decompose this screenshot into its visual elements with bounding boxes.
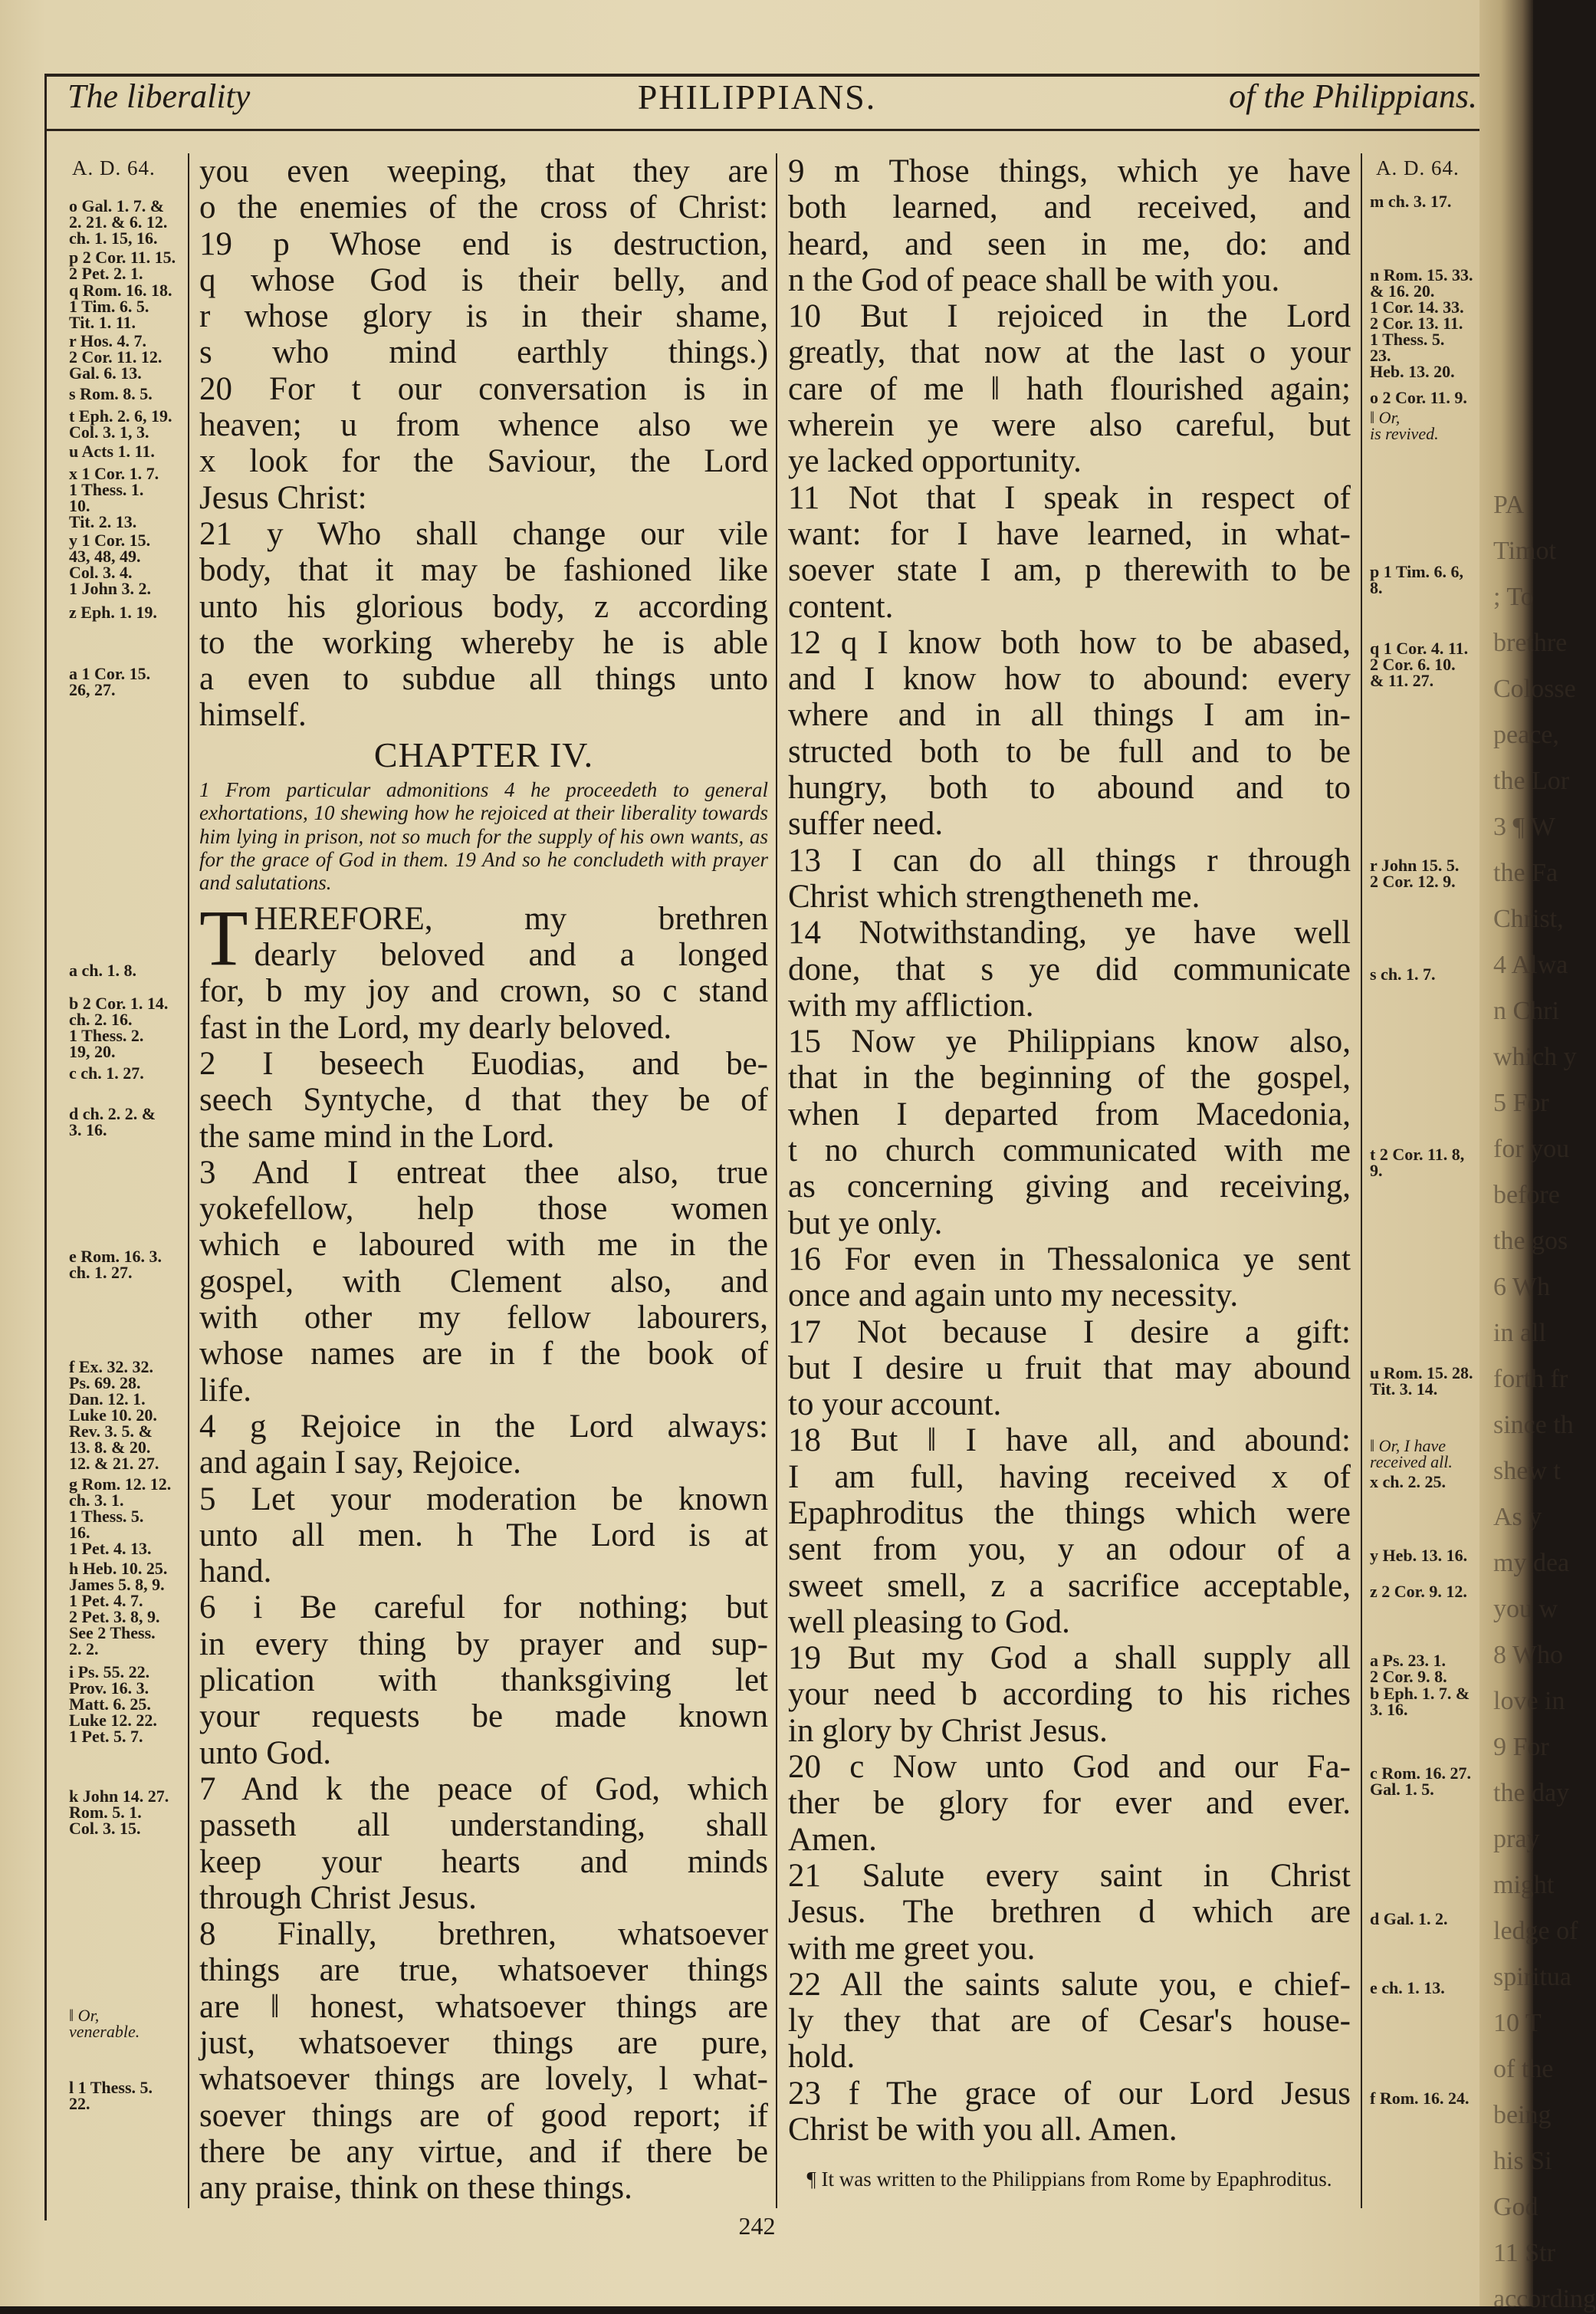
verse-line: in glory by Christ Jesus. [788, 1712, 1108, 1749]
verse-line: 4 g Rejoice in the Lord always: [199, 1408, 768, 1445]
opening-paragraph [199, 893, 768, 982]
top-border-rule [46, 74, 1495, 77]
verse-line: plication with thanksgiving let [199, 1662, 768, 1699]
verse-line: I am full, having received x of [788, 1458, 1351, 1495]
verse-line: hand. [199, 1553, 272, 1590]
edge-ghost-text: the Lor [1493, 767, 1570, 795]
verse-line: Jesus. The brethren d which are [788, 1894, 1351, 1931]
text-column-left [199, 153, 768, 2206]
verse-line: you even weeping, that they are [199, 153, 768, 189]
verse-line: for, b my joy and crown, so c stand [199, 973, 768, 1010]
edge-ghost-text: the gos [1493, 1227, 1568, 1255]
margin-ref: n Rom. 15. 33. & 16. 20. 1 Cor. 14. 33. 2 Cor. 13. 11. 1 Thess. 5. 23. Heb. 13. 20. [1370, 265, 1473, 381]
edge-ghost-text: shew t [1493, 1457, 1561, 1485]
margin-ref: i Ps. 55. 22. Prov. 16. 3. Matt. 6. 25. Luke 12. 22. 1 Pet. 5. 7. [69, 1662, 157, 1746]
verse-line: through Christ Jesus. [199, 1879, 477, 1916]
edge-ghost-text: 10 T [1493, 2009, 1542, 2037]
verse-line: suffer need. [788, 806, 944, 843]
verse-line: content. [788, 588, 894, 625]
edge-ghost-text: 3 ¶ W [1493, 813, 1555, 841]
edge-ghost-text: since th [1493, 1411, 1574, 1439]
edge-ghost-text: Christ, [1493, 905, 1564, 933]
verse-line: HEREFORE, my brethren [254, 900, 768, 937]
verse-line: soever state I am, p therewith to be [788, 552, 1351, 589]
verse-line: 5 Let your moderation be known [199, 1481, 768, 1517]
edge-ghost-text: ledge of [1493, 1917, 1578, 1945]
edge-ghost-text: my dea [1493, 1549, 1570, 1577]
verse-line: 14 Notwithstanding, ye have well [788, 915, 1351, 952]
verse-line: o the enemies of the cross of Christ: [199, 189, 768, 226]
margin-ref: a Ps. 23. 1. 2 Cor. 9. 8. [1370, 1651, 1447, 1686]
margin-year-left: A. D. 64. [72, 156, 156, 179]
edge-ghost-text: God [1493, 2193, 1539, 2221]
margin-ref: l 1 Thess. 5. 22. [69, 2078, 153, 2113]
verse-line: 6 i Be careful for nothing; but [199, 1589, 768, 1626]
verse-line: 20 c Now unto God and our Fa- [788, 1749, 1351, 1786]
verse-line: unto his glorious body, z according [199, 588, 768, 625]
verse-line: Epaphroditus the things which were [788, 1494, 1351, 1531]
verse-line: as concerning giving and receiving, [788, 1169, 1351, 1205]
verse-line: sent from you, y an odour of a [788, 1531, 1351, 1568]
verse-line: there be any virtue, and if there be [199, 2133, 768, 2170]
verse-line: body, that it may be fashioned like [199, 552, 768, 589]
verse-line: 18 But ‖ I have all, and abound: [788, 1422, 1351, 1459]
edge-ghost-text: in all [1493, 1319, 1546, 1347]
verse-line: heard, and seen in me, do: and [788, 225, 1351, 262]
edge-ghost-text: 4 Alwa [1493, 951, 1568, 979]
verse-line: heaven; u from whence also we [199, 407, 768, 444]
margin-ref: m ch. 3. 17. [1370, 192, 1452, 211]
edge-ghost-text: being [1493, 2101, 1552, 2129]
verse-line: to your account. [788, 1386, 1002, 1423]
margin-ref: a ch. 1. 8. [69, 961, 136, 980]
verse-line: but I desire u fruit that may abound [788, 1349, 1351, 1386]
verse-line: t no church communicated with me [788, 1132, 1351, 1169]
verse-line: 20 For t our conversation is in [199, 370, 768, 407]
verse-line: with my affliction. [788, 987, 1034, 1024]
margin-ref: d Gal. 1. 2. [1370, 1909, 1448, 1928]
margin-ref: u Rom. 15. 28. Tit. 3. 14. [1370, 1363, 1473, 1399]
verse-line: once and again unto my necessity. [788, 1277, 1239, 1314]
verse-line: 9 m Those things, which ye have [788, 153, 1351, 189]
edge-ghost-text: which y [1493, 1043, 1577, 1071]
margin-ref: x 1 Cor. 1. 7. 1 Thess. 1. 10. Tit. 2. 13. [69, 464, 159, 531]
verse-line: Jesus Christ: [199, 479, 367, 516]
margin-ref: q Rom. 16. 18. 1 Tim. 6. 5. Tit. 1. 11. [69, 281, 172, 332]
verse-line: Christ be with you all. Amen. [788, 2112, 1177, 2148]
edge-ghost-text: As y [1493, 1503, 1542, 1531]
verse-line: your need b according to his riches [788, 1676, 1351, 1713]
margin-ref: u Acts 1. 11. [69, 442, 155, 461]
edge-ghost-text: 9 For [1493, 1733, 1549, 1761]
margin-ref: f Rom. 16. 24. [1370, 2089, 1470, 2108]
verse-line: s who mind earthly things.) [199, 334, 768, 371]
page-number: 242 [738, 2212, 776, 2240]
verse-line: ther be glory for ever and ever. [788, 1785, 1351, 1822]
verse-line: that in the beginning of the gospel, [788, 1060, 1351, 1096]
margin-ref: s Rom. 8. 5. [69, 384, 153, 403]
verse-line: wherein ye were also careful, but [788, 407, 1351, 444]
edge-ghost-text: 6 Wh [1493, 1273, 1550, 1301]
verse-line: sweet smell, z a sacrifice acceptable, [788, 1567, 1351, 1604]
verse-line: seech Syntyche, d that they be of [199, 1082, 768, 1119]
verse-line: 8 Finally, brethren, whatsoever [199, 1916, 768, 1953]
margin-ref: h Heb. 10. 25. James 5. 8, 9. 1 Pet. 4. 7. 2 Pet. 3. 8, 9. See 2 Thess. 2. 2. [69, 1559, 168, 1658]
verse-line: whose names are in f the book of [199, 1336, 768, 1372]
margin-ref: c Rom. 16. 27. Gal. 1. 5. [1370, 1763, 1471, 1799]
margin-ref: q 1 Cor. 4. 11. 2 Cor. 6. 10. & 11. 27. [1370, 639, 1469, 690]
header-rule [46, 129, 1495, 131]
margin-ref: y 1 Cor. 15. 43, 48, 49. Col. 3. 4. 1 John 3. 2. [69, 531, 151, 598]
verse-line: q whose God is their belly, and [199, 261, 768, 298]
verse-line: both learned, and received, and [788, 189, 1351, 226]
verse-line: passeth all understanding, shall [199, 1807, 768, 1844]
edge-ghost-text: 11 Str [1493, 2239, 1555, 2267]
verse-line: just, whatsoever things are pure, [199, 2024, 768, 2061]
margin-ref: k John 14. 27. Rom. 5. 1. Col. 3. 15. [69, 1786, 169, 1838]
edge-ghost-text: 5 For [1493, 1089, 1549, 1117]
edge-ghost-text: before [1493, 1181, 1560, 1209]
verse-line: 23 f The grace of our Lord Jesus [788, 2075, 1351, 2112]
chapter-heading: CHAPTER IV. [373, 735, 594, 774]
verse-line: want: for I have learned, in what- [788, 515, 1351, 552]
edge-ghost-text: ; To [1493, 583, 1534, 611]
edge-ghost-text: n Chri [1493, 997, 1559, 1025]
verse-line: 3 And I entreat thee also, true [199, 1154, 768, 1191]
edge-ghost-text: spiritua [1493, 1963, 1571, 1991]
edge-ghost-text: love in [1493, 1687, 1565, 1715]
verse-line: your requests be made known [199, 1698, 768, 1735]
edge-ghost-text: peace, [1493, 721, 1559, 749]
verse-line: 13 I can do all things r through [788, 842, 1351, 879]
margin-ref: p 1 Tim. 6. 6, 8. [1370, 562, 1464, 597]
column-divider-rule [776, 153, 777, 2208]
verse-line: with other my fellow labourers, [199, 1300, 768, 1336]
running-head-left: The liberality [67, 77, 251, 115]
chapter-summary: 1 From particular admonitions 4 he proceedeth to general exhortations, 10 shewing how he rejoiced at their liberality towards him lying in prison, not so much for the supply of his own wants, as for the grace of God in them. 19 And so he concludeth with prayer and salutations. [199, 777, 768, 895]
margin-ref: z 2 Cor. 9. 12. [1370, 1582, 1467, 1601]
edge-ghost-text: pray [1493, 1825, 1540, 1853]
margin-ref: t Eph. 2. 6, 19. Col. 3. 1, 3. [69, 406, 172, 442]
margin-ref: s ch. 1. 7. [1370, 965, 1436, 984]
next-page-edge [1479, 0, 1596, 2313]
verse-line: done, that s ye did communicate [788, 951, 1351, 988]
verse-line: 17 Not because I desire a gift: [788, 1313, 1351, 1350]
edge-ghost-text: forth fr [1493, 1365, 1568, 1393]
left-margin-rule [188, 153, 189, 2208]
verse-line: x look for the Saviour, the Lord [199, 443, 768, 480]
verse-line: when I departed from Macedonia, [788, 1096, 1351, 1132]
verse-line: n the God of peace shall be with you. [788, 261, 1280, 298]
margin-ref: t 2 Cor. 11. 8, 9. [1370, 1145, 1465, 1180]
verse-line: 16 For even in Thessalonica ye sent [788, 1241, 1351, 1277]
verse-line: Amen. [788, 1821, 877, 1858]
verse-line: in every thing by prayer and sup- [199, 1625, 768, 1662]
verse-line: 15 Now ye Philippians know also, [788, 1024, 1351, 1060]
margin-year-right: A. D. 64. [1376, 156, 1460, 179]
verse-line: to the working whereby he is able [199, 624, 768, 661]
edge-ghost-text: you w [1493, 1595, 1558, 1623]
verse-line: 21 Salute every saint in Christ [788, 1857, 1351, 1894]
drop-cap: T [199, 893, 248, 982]
margin-ref: o 2 Cor. 11. 9. [1370, 388, 1467, 407]
verse-line: which e laboured with me in the [199, 1227, 768, 1264]
verse-line: 10 But I rejoiced in the Lord [788, 298, 1351, 335]
verse-line: things are true, whatsoever things [199, 1952, 768, 1989]
margin-ref: p 2 Cor. 11. 15. 2 Pet. 2. 1. [69, 248, 176, 283]
verse-line: keep your hearts and minds [199, 1843, 768, 1880]
edge-ghost-text: might [1493, 1871, 1555, 1899]
verse-line: with me greet you. [788, 1930, 1036, 1967]
edge-ghost-text: Colosse [1493, 675, 1576, 703]
verse-line: whatsoever things are lovely, l what- [199, 2061, 768, 2098]
margin-ref: c ch. 1. 27. [69, 1063, 144, 1083]
verse-line: and again I say, Rejoice. [199, 1445, 521, 1481]
margin-ref: e Rom. 16. 3. ch. 1. 27. [69, 1247, 162, 1282]
verse-line: 19 p Whose end is destruction, [199, 225, 768, 262]
edge-ghost-text: of the [1493, 2055, 1554, 2083]
edge-ghost-text: Timot [1493, 537, 1556, 565]
verse-line: 2 I beseech Euodias, and be- [199, 1045, 768, 1082]
margin-ref: e ch. 1. 13. [1370, 1978, 1445, 1997]
verse-line: a even to subdue all things unto [199, 661, 768, 698]
verse-line: structed both to be full and to be [788, 733, 1351, 770]
edge-ghost-text: 8 Who [1493, 1641, 1563, 1669]
edge-ghost-text: for you [1493, 1135, 1570, 1163]
right-margin-rule [1361, 153, 1362, 2208]
verse-line: yokefellow, help those women [199, 1191, 768, 1228]
verse-line: ly they that are of Cesar's house- [788, 2003, 1351, 2040]
verse-line: fast in the Lord, my dearly beloved. [199, 1009, 672, 1046]
margin-ref: g Rom. 12. 12. ch. 3. 1. 1 Thess. 5. 16. 1 Pet. 4. 13. [69, 1474, 172, 1558]
verse-line: well pleasing to God. [788, 1603, 1070, 1640]
verse-line: ye lacked opportunity. [788, 443, 1082, 480]
verse-line: but ye only. [788, 1205, 943, 1241]
verse-line: himself. [199, 697, 307, 734]
edge-ghost-text: according [1493, 2285, 1596, 2313]
verse-line: unto all men. h The Lord is at [199, 1517, 768, 1553]
verse-line: gospel, with Clement also, and [199, 1263, 768, 1300]
verse-line: and I know how to abound: every [788, 661, 1351, 698]
margin-ref: f Ex. 32. 32. Ps. 69. 28. Dan. 12. 1. Luke 10. 20. Rev. 3. 5. & 13. 8. & 20. 12. & 21. 27. [69, 1357, 159, 1473]
verse-line: hold. [788, 2039, 855, 2076]
margin-ref: r John 15. 5. 2 Cor. 12. 9. [1370, 856, 1460, 891]
verse-line: the same mind in the Lord. [199, 1118, 555, 1155]
subscription-note: ¶ It was written to the Philippians from Rome by Epaphroditus. [806, 2168, 1332, 2191]
verse-line: 21 y Who shall change our vile [199, 515, 768, 552]
edge-ghost-text: PA [1493, 491, 1525, 519]
verse-line: 11 Not that I speak in respect of [788, 479, 1351, 516]
edge-ghost-text: the Fa [1493, 859, 1558, 887]
margin-ref: z Eph. 1. 19. [69, 603, 157, 622]
running-head-right: of the Philippians. [1229, 77, 1477, 115]
margin-note: ‖ Or, venerable. [69, 2006, 140, 2041]
margin-ref: d ch. 2. 2. & 3. 16. [69, 1104, 156, 1139]
verse-line: 12 q I know both how to be abased, [788, 624, 1351, 661]
verse-line: dearly beloved and a longed [254, 937, 768, 974]
verse-line: Christ which strengtheneth me. [788, 878, 1200, 915]
margin-note: ‖ Or, I have received all. [1370, 1436, 1453, 1471]
verse-line: 22 All the saints salute you, e chief- [788, 1966, 1351, 2003]
right-margin-references [1368, 0, 1483, 2306]
margin-ref: y Heb. 13. 16. [1370, 1546, 1468, 1565]
verse-line: hungry, both to abound and to [788, 770, 1351, 807]
verse-line: are ‖ honest, whatsoever things are [199, 1988, 768, 2025]
verse-line: greatly, that now at the last o your [788, 334, 1351, 371]
running-head-book-title: PHILIPPIANS. [637, 77, 877, 117]
verse-line: soever things are of good report; if [199, 2097, 768, 2134]
margin-ref: b 2 Cor. 1. 14. ch. 2. 16. 1 Thess. 2. 19, 20. [69, 994, 169, 1061]
text-column-right [788, 153, 1351, 2191]
verse-line: unto God. [199, 1734, 331, 1771]
margin-ref: x ch. 2. 25. [1370, 1472, 1446, 1491]
edge-ghost-text: brethre [1493, 629, 1568, 657]
verse-line: life. [199, 1372, 252, 1408]
verse-line: care of me ‖ hath flourished again; [788, 370, 1351, 407]
verse-line: where and in all things I am in- [788, 697, 1351, 734]
verse-line: 7 And k the peace of God, which [199, 1770, 768, 1807]
margin-ref: a 1 Cor. 15. 26, 27. [69, 664, 151, 699]
edge-ghost-text: the day [1493, 1779, 1570, 1807]
margin-ref: b Eph. 1. 7. & 3. 16. [1370, 1684, 1470, 1719]
left-margin-references [46, 0, 184, 2306]
margin-ref: r Hos. 4. 7. 2 Cor. 11. 12. Gal. 6. 13. [69, 331, 163, 383]
edge-ghost-text: his Si [1493, 2147, 1552, 2175]
margin-ref: o Gal. 1. 7. & 2. 21. & 6. 12. ch. 1. 15, 16. [69, 196, 168, 248]
verse-line: any praise, think on these things. [199, 2170, 632, 2207]
verse-line: 19 But my God a shall supply all [788, 1640, 1351, 1677]
margin-note: ‖ Or, is revived. [1370, 408, 1439, 443]
verse-line: r whose glory is in their shame, [199, 298, 768, 335]
